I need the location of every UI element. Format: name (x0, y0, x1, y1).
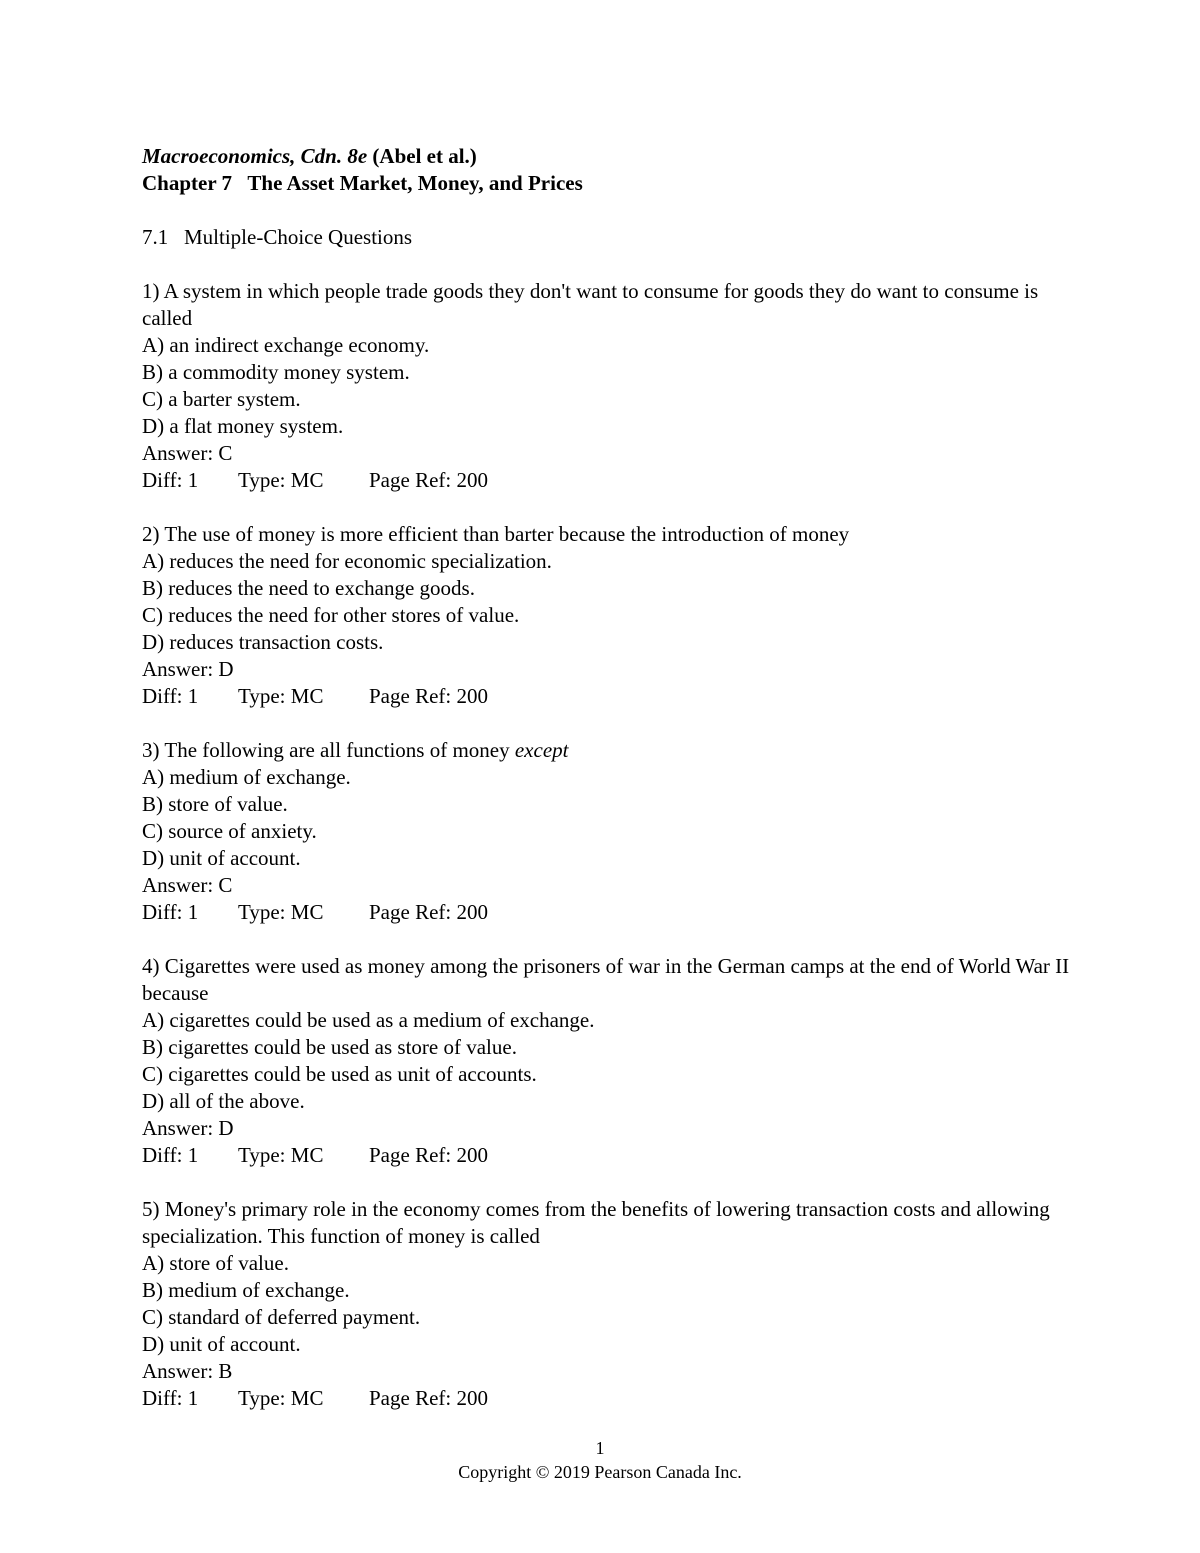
option-b: B) cigarettes could be used as store of value. (142, 1035, 517, 1059)
question-stem-text: 3) The following are all functions of money (142, 738, 515, 762)
question-stem (142, 737, 1072, 764)
question-stem: 5) Money's primary role in the economy comes from the benefits of lowering transaction costs and allowing specialization. This function of money is called (142, 1197, 1050, 1248)
book-title (142, 143, 1072, 170)
difficulty: Diff: 1 (142, 684, 199, 708)
question-meta (142, 899, 1072, 926)
option-d: D) unit of account. (142, 846, 301, 870)
option-d: D) all of the above. (142, 1089, 305, 1113)
answer: Answer: D (142, 1116, 234, 1140)
answer: Answer: D (142, 657, 234, 681)
difficulty: Diff: 1 (142, 1143, 199, 1167)
page-number: 1 (595, 1438, 605, 1458)
option-b: B) store of value. (142, 792, 288, 816)
question-stem: 1) A system in which people trade goods they don't want to consume for goods they do want to consume is called (142, 279, 1039, 330)
option-d: D) reduces transaction costs. (142, 630, 384, 654)
option-a: A) reduces the need for economic specialization. (142, 549, 552, 573)
chapter-title: Chapter 7 The Asset Market, Money, and Prices (142, 171, 583, 195)
question-5 (142, 1196, 1072, 1412)
question-meta (142, 1385, 1072, 1412)
question-stem: 2) The use of money is more efficient than barter because the introduction of money (142, 522, 850, 546)
question-type: Type: MC (238, 900, 324, 924)
book-authors: (Abel et al.) (367, 144, 477, 168)
option-a: A) store of value. (142, 1251, 289, 1275)
page-ref: Page Ref: 200 (369, 468, 488, 492)
option-c: C) reduces the need for other stores of value. (142, 603, 520, 627)
option-a: A) medium of exchange. (142, 765, 351, 789)
question-type: Type: MC (238, 684, 324, 708)
question-1 (142, 278, 1072, 494)
question-meta (142, 683, 1072, 710)
question-4 (142, 953, 1072, 1169)
option-c: C) a barter system. (142, 387, 301, 411)
section-title: 7.1 Multiple-Choice Questions (142, 225, 413, 249)
question-meta (142, 1142, 1072, 1169)
answer: Answer: C (142, 441, 233, 465)
page-ref: Page Ref: 200 (369, 684, 488, 708)
option-b: B) reduces the need to exchange goods. (142, 576, 475, 600)
question-2 (142, 521, 1072, 710)
option-c: C) standard of deferred payment. (142, 1305, 421, 1329)
question-stem: 4) Cigarettes were used as money among the prisoners of war in the German camps at the end of World War II because (142, 954, 1070, 1005)
page-ref: Page Ref: 200 (369, 1386, 488, 1410)
option-b: B) a commodity money system. (142, 360, 410, 384)
question-stem-emphasis: except (514, 738, 569, 762)
question-type: Type: MC (238, 468, 324, 492)
option-a: A) cigarettes could be used as a medium of exchange. (142, 1008, 595, 1032)
page-ref: Page Ref: 200 (369, 1143, 488, 1167)
question-3 (142, 737, 1072, 926)
option-a: A) an indirect exchange economy. (142, 333, 430, 357)
answer: Answer: C (142, 873, 233, 897)
option-c: C) cigarettes could be used as unit of accounts. (142, 1062, 537, 1086)
document-page (142, 143, 1072, 1412)
answer: Answer: B (142, 1359, 233, 1383)
copyright-notice: Copyright © 2019 Pearson Canada Inc. (458, 1462, 742, 1482)
question-type: Type: MC (238, 1386, 324, 1410)
difficulty: Diff: 1 (142, 1386, 199, 1410)
book-title-italic: Macroeconomics, Cdn. 8e (142, 144, 368, 168)
option-d: D) a flat money system. (142, 414, 344, 438)
difficulty: Diff: 1 (142, 468, 199, 492)
option-c: C) source of anxiety. (142, 819, 317, 843)
question-type: Type: MC (238, 1143, 324, 1167)
option-b: B) medium of exchange. (142, 1278, 350, 1302)
page-ref: Page Ref: 200 (369, 900, 488, 924)
option-d: D) unit of account. (142, 1332, 301, 1356)
difficulty: Diff: 1 (142, 900, 199, 924)
question-meta (142, 467, 1072, 494)
